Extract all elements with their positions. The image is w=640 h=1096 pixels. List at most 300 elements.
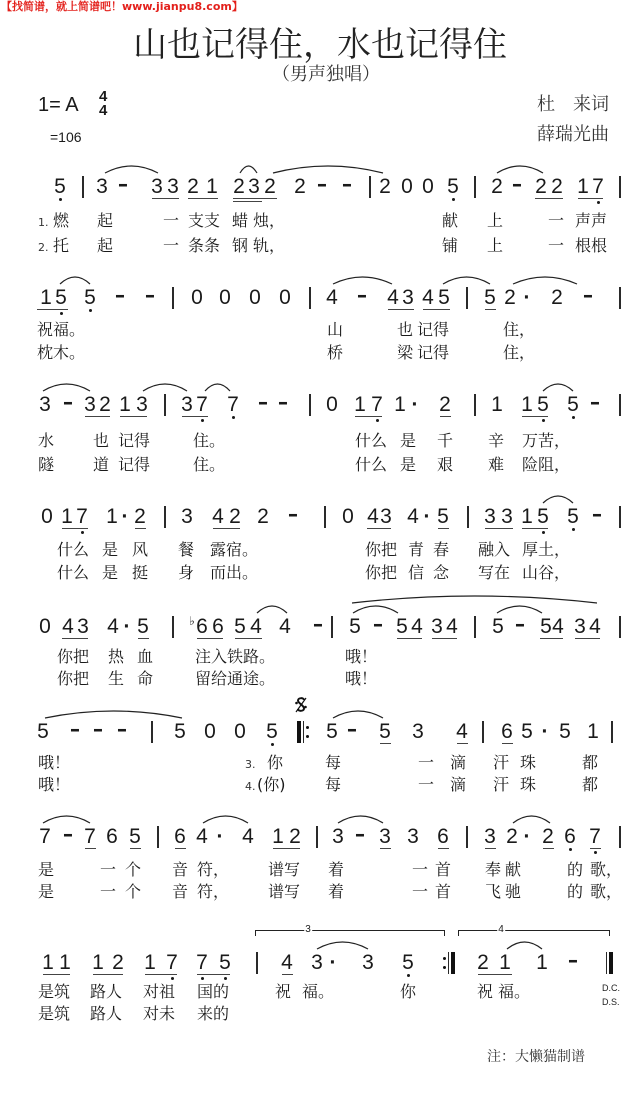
time-signature-denominator: 4 [99, 102, 108, 119]
lyric-syllable: 每 [325, 775, 342, 794]
note: 2 [99, 393, 111, 416]
song-title: 山也记得住，水也记得住 [133, 25, 507, 65]
lyric-syllable: 命 [137, 669, 154, 688]
lyric-syllable: 珠 [520, 775, 537, 794]
lyric-syllable: 歌， [590, 860, 623, 879]
note: 4 [446, 615, 458, 638]
lyric-syllable: 什么 [355, 455, 388, 474]
lyric-syllable: 音 [172, 860, 189, 879]
note: 2 [294, 175, 306, 198]
lyric-syllable: 什么 [57, 540, 90, 559]
rest: 0 [41, 505, 53, 528]
tuplet-bracket [255, 924, 445, 936]
lyric-syllable: 歌， [590, 882, 623, 901]
note: 6 [564, 825, 576, 848]
jump-marking: D.C. [602, 983, 620, 993]
lyric-syllable: 你把 [365, 563, 398, 582]
note: 6 [437, 825, 449, 848]
lyric-syllable: 一 [412, 882, 429, 901]
lyric-syllable: 热 [108, 647, 125, 666]
lyric-syllable: 声声 [575, 211, 608, 230]
lyric-syllable: 都 [582, 775, 599, 794]
lyric-syllable: 哦！ [345, 647, 378, 666]
lyric-syllable: 献 [505, 860, 522, 879]
lyric-syllable: 风 [132, 540, 149, 559]
lyric-syllable: 春 [433, 540, 450, 559]
note: 7 [39, 825, 51, 848]
note: 5 [402, 951, 414, 974]
note: 5 [349, 615, 361, 638]
lyric-syllable: 什么 [57, 563, 90, 582]
lyric-syllable: 一 [163, 236, 180, 255]
lyric-syllable: 首 [435, 860, 452, 879]
verse-number: 4. [245, 780, 256, 793]
augmentation-dot: · [541, 720, 549, 743]
note: 5 [129, 825, 141, 848]
note: 2 [264, 175, 276, 198]
note: 6 [501, 720, 513, 743]
note: 5 [55, 286, 67, 309]
lyric-syllable: 住， [503, 343, 536, 362]
lyric-syllable: 飞 [485, 882, 502, 901]
flat-sign: ♭ [189, 614, 195, 628]
lyric-syllable: 是 [400, 431, 417, 450]
hold-dash: - [114, 284, 126, 307]
note: 7 [592, 175, 604, 198]
final-thick-bar [609, 952, 613, 974]
tempo-marking: =106 [50, 129, 82, 145]
lyric-syllable: 是 [102, 540, 119, 559]
augmentation-dot: · [423, 505, 431, 528]
lyric-syllable: 你把 [57, 669, 90, 688]
augmentation-dot: · [523, 825, 531, 848]
lyric-syllable: 隧 [38, 455, 55, 474]
rest: 0 [234, 720, 246, 743]
hold-dash: - [567, 949, 579, 972]
lyric-syllable: 奉 [485, 860, 502, 879]
hold-dash: - [277, 391, 289, 414]
lyric-syllable: 一 [548, 211, 565, 230]
lyric-syllable: 写在 [478, 563, 511, 582]
note: 5 [438, 286, 450, 309]
note: 3 [501, 505, 513, 528]
note: 2 [289, 825, 301, 848]
note: 3 [379, 825, 391, 848]
note: 3 [362, 951, 374, 974]
lyric-syllable: 铺 [442, 236, 459, 255]
hold-dash: - [62, 391, 74, 414]
verse-number: 2. [38, 241, 49, 254]
note: 1 [92, 951, 104, 974]
lyric-syllable: 山 [327, 320, 344, 339]
rest: 0 [342, 505, 354, 528]
lyric-syllable: 是 [102, 563, 119, 582]
repeat-dot [443, 966, 446, 969]
lyric-syllable: 念 [433, 563, 450, 582]
note: 1 [587, 720, 599, 743]
lyric-syllable: 都 [582, 753, 599, 772]
hold-dash: - [62, 823, 74, 846]
lyric-syllable: 万苦， [522, 431, 571, 450]
note: 5 [447, 175, 459, 198]
note: 1 [61, 505, 73, 528]
lyric-syllable: 你把 [57, 647, 90, 666]
lyric-syllable: 青 [408, 540, 425, 559]
note: 5 [484, 286, 496, 309]
note: 2 [542, 825, 554, 848]
lyric-syllable: 上 [487, 211, 504, 230]
barline [256, 952, 258, 974]
note: 4 [242, 825, 254, 848]
note: 3 [311, 951, 323, 974]
lyric-syllable: 你 [400, 982, 417, 1001]
note: 3 [412, 720, 424, 743]
lower-octave-dot [407, 974, 410, 977]
key-signature: 1= A [38, 94, 79, 116]
note: 5 [537, 393, 549, 416]
note: 4 [212, 505, 224, 528]
lyric-syllable: 难 [488, 455, 505, 474]
note: 7 [227, 393, 239, 416]
note: 3 [167, 175, 179, 198]
lyric-syllable: 轨， [253, 236, 286, 255]
note: 7 [166, 951, 178, 974]
lyric-syllable: 一 [548, 236, 565, 255]
note: 4 [422, 286, 434, 309]
note: 3 [136, 393, 148, 416]
hold-dash: - [312, 613, 324, 636]
note: 7 [589, 825, 601, 848]
lyric-syllable: 你把 [365, 540, 398, 559]
transcriber-note: 注：大懒猫制谱 [487, 1049, 585, 1065]
lyric-syllable: 路人 [90, 1004, 123, 1023]
note: 2 [506, 825, 518, 848]
note: 1 [40, 286, 52, 309]
note: 5 [379, 720, 391, 743]
note: 4 [387, 286, 399, 309]
lyric-syllable: 身 [178, 563, 195, 582]
lyric-syllable: 一 [100, 860, 117, 879]
hold-dash: - [287, 503, 299, 526]
rest: 0 [191, 286, 203, 309]
note: 4 [107, 615, 119, 638]
lyric-syllable: 是 [38, 882, 55, 901]
note: 1 [42, 951, 54, 974]
hold-dash: - [257, 391, 269, 414]
note: 4 [367, 505, 379, 528]
note: 3 [39, 393, 51, 416]
note: 4 [281, 951, 293, 974]
hold-dash: - [341, 173, 353, 196]
lyric-syllable: 符， [197, 860, 230, 879]
lyric-syllable: 燃 [53, 211, 70, 230]
note: 2 [504, 286, 516, 309]
note: 5 [559, 720, 571, 743]
note: 5 [396, 615, 408, 638]
note: 3 [431, 615, 443, 638]
note: 5 [521, 720, 533, 743]
note: 4 [589, 615, 601, 638]
tuplet-number: 4 [498, 924, 504, 935]
lyric-syllable: 的 [567, 860, 584, 879]
lyric-syllable: 个 [125, 882, 142, 901]
hold-dash: - [354, 823, 366, 846]
note: 4 [250, 615, 262, 638]
lyric-syllable: 一 [163, 211, 180, 230]
note: 3 [484, 825, 496, 848]
lyric-syllable: 福。 [302, 982, 335, 1001]
note: 1 [394, 393, 406, 416]
lyric-syllable: 道 [93, 455, 110, 474]
lyric-syllable: 对未 [143, 1004, 176, 1023]
augmentation-dot: · [216, 825, 224, 848]
hold-dash: - [582, 284, 594, 307]
note: 5 [326, 720, 338, 743]
lyric-syllable: 也 [397, 320, 414, 339]
rest: 0 [219, 286, 231, 309]
lyric-syllable: 艰 [437, 455, 454, 474]
hold-dash: - [92, 718, 104, 741]
lyric-syllable: 起 [97, 236, 114, 255]
note: 2 [233, 175, 245, 198]
note: 5 [567, 393, 579, 416]
lyric-syllable: 山谷， [522, 563, 571, 582]
lyric-syllable: 祝 [275, 982, 292, 1001]
lyric-syllable: 挺 [132, 563, 149, 582]
repeat-end-thick-bar [451, 952, 455, 974]
lyric-syllable: 国的 [197, 982, 230, 1001]
lyric-syllable: 信 [408, 563, 425, 582]
note: 4 [326, 286, 338, 309]
note: 4 [411, 615, 423, 638]
lyric-syllable: 首 [435, 882, 452, 901]
rest: 0 [326, 393, 338, 416]
lyric-syllable: 生 [108, 669, 125, 688]
lyric-syllable: 的 [567, 882, 584, 901]
lyric-syllable: 一 [412, 860, 429, 879]
lyricist-credit: 杜 来词 [537, 94, 609, 115]
verse-number: 1. [38, 216, 49, 229]
lyric-syllable: 路人 [90, 982, 123, 1001]
lyric-syllable: 对祖 [143, 982, 176, 1001]
lyric-syllable: 祝 [477, 982, 494, 1001]
lyric-syllable: 钢 [232, 236, 249, 255]
lower-octave-dot [201, 977, 204, 980]
lyric-syllable: 是筑 [38, 982, 71, 1001]
note: 6 [196, 615, 208, 638]
note: 3 [248, 175, 260, 198]
lyric-syllable: 献 [442, 211, 459, 230]
site-banner: 【找简谱，就上简谱吧！www.jianpu8.com】 [1, 0, 243, 13]
lyric-syllable: 福。 [498, 982, 531, 1001]
lyric-syllable: 托 [53, 236, 70, 255]
lyric-syllable: 住。 [193, 455, 226, 474]
note: 5 [567, 505, 579, 528]
hold-dash: - [144, 284, 156, 307]
note: 6 [106, 825, 118, 848]
lyric-syllable: 谱写 [268, 882, 301, 901]
lyric-syllable: 一 [418, 753, 435, 772]
lyric-syllable: 汗 [493, 775, 510, 794]
lyric-syllable: 水 [38, 431, 55, 450]
note: 5 [84, 286, 96, 309]
lyric-syllable: 起 [97, 211, 114, 230]
note: 5 [174, 720, 186, 743]
lyric-syllable: 也 [93, 431, 110, 450]
rest: 0 [204, 720, 216, 743]
lyric-syllable: 一 [100, 882, 117, 901]
lower-octave-dot [171, 977, 174, 980]
note: 1 [144, 951, 156, 974]
rest: 0 [422, 175, 434, 198]
lyric-syllable: 枕木。 [37, 343, 86, 362]
lower-octave-dot [224, 977, 227, 980]
note: 1 [119, 393, 131, 416]
lyric-syllable: 祝福。 [37, 320, 86, 339]
note: 2 [112, 951, 124, 974]
note: 2 [379, 175, 391, 198]
augmentation-dot: · [121, 505, 129, 528]
lyric-syllable: 滴 [450, 775, 467, 794]
lyric-syllable: 蜡 [232, 211, 249, 230]
lyric-syllable: 留给通途。 [195, 669, 276, 688]
note: 1 [354, 393, 366, 416]
note: 4 [62, 615, 74, 638]
hold-dash: - [117, 173, 129, 196]
hold-dash: - [514, 613, 526, 636]
note: 4 [196, 825, 208, 848]
lyric-syllable: 个 [125, 860, 142, 879]
hold-dash: - [69, 718, 81, 741]
lyric-syllable: 辛 [488, 431, 505, 450]
lyric-syllable: 上 [487, 236, 504, 255]
note: 7 [84, 825, 96, 848]
lyric-syllable: 险阻， [522, 455, 571, 474]
note: 4 [407, 505, 419, 528]
lyric-syllable: 露宿。 [210, 540, 259, 559]
lyric-syllable: 哦！ [345, 669, 378, 688]
rest: 0 [401, 175, 413, 198]
hold-dash: - [511, 173, 523, 196]
note: 1 [206, 175, 218, 198]
note: 3 [484, 505, 496, 528]
note: 1 [536, 951, 548, 974]
note: 2 [187, 175, 199, 198]
hold-dash: - [346, 718, 358, 741]
lyric-syllable: 烛， [253, 211, 286, 230]
lyric-syllable: 千 [437, 431, 454, 450]
note: 5 [537, 505, 549, 528]
note: 4 [552, 615, 564, 638]
lyric-syllable: 哦！ [38, 775, 71, 794]
note: 3 [77, 615, 89, 638]
composer-credit: 薛瑞光曲 [537, 124, 609, 145]
note: 3 [332, 825, 344, 848]
hold-dash: - [591, 503, 603, 526]
lyric-syllable: 厚土， [522, 540, 571, 559]
augmentation-dot: · [329, 951, 337, 974]
lyric-syllable: 根根 [575, 236, 608, 255]
lyric-syllable: 谱写 [268, 860, 301, 879]
rest: 0 [279, 286, 291, 309]
lyric-syllable: 滴 [450, 753, 467, 772]
note: 5 [492, 615, 504, 638]
note: 2 [551, 286, 563, 309]
lyric-syllable: 记得 [118, 455, 151, 474]
rest: 0 [249, 286, 261, 309]
augmentation-dot: · [523, 286, 531, 309]
lyric-syllable: 而出。 [210, 563, 259, 582]
note: 3 [574, 615, 586, 638]
jump-marking: D.S. [602, 997, 620, 1007]
tuplet-number: 3 [305, 924, 311, 935]
note: 1 [59, 951, 71, 974]
note: 6 [212, 615, 224, 638]
lyric-syllable: 桥 [327, 343, 344, 362]
augmentation-dot: · [123, 615, 131, 638]
note: 2 [439, 393, 451, 416]
lyric-syllable: 汗 [493, 753, 510, 772]
lyric-syllable: 是 [400, 455, 417, 474]
note: 3 [84, 393, 96, 416]
note: 3 [181, 505, 193, 528]
note: 5 [137, 615, 149, 638]
hold-dash: - [372, 613, 384, 636]
note: 2 [491, 175, 503, 198]
note: 2 [257, 505, 269, 528]
hold-dash: - [589, 391, 601, 414]
lyric-syllable: 每 [325, 753, 342, 772]
lyric-syllable: 是 [38, 860, 55, 879]
augmentation-dot: · [411, 393, 419, 416]
note: 4 [456, 720, 468, 743]
note: 5 [219, 951, 231, 974]
note: 5 [54, 175, 66, 198]
lyric-syllable: 条条 [188, 236, 221, 255]
note: 3 [380, 505, 392, 528]
tuplet-bracket [458, 924, 610, 936]
note: 3 [96, 175, 108, 198]
lyric-syllable: (你) [257, 775, 286, 794]
lyric-syllable: 血 [137, 647, 154, 666]
lyric-syllable: 着 [328, 860, 345, 879]
note: 5 [37, 720, 49, 743]
note: 3 [181, 393, 193, 416]
note: 1 [491, 393, 503, 416]
repeat-dot [443, 957, 446, 960]
lyric-syllable: 注入铁路。 [195, 647, 276, 666]
lyric-syllable: 梁 [397, 343, 414, 362]
note: 2 [477, 951, 489, 974]
note: 3 [407, 825, 419, 848]
lyric-syllable: 记得 [417, 343, 450, 362]
note: 5 [437, 505, 449, 528]
note: 5 [234, 615, 246, 638]
note: 1 [272, 825, 284, 848]
lyric-syllable: 音 [172, 882, 189, 901]
note: 7 [371, 393, 383, 416]
lyric-syllable: 符， [197, 882, 230, 901]
note: 1 [499, 951, 511, 974]
lyric-syllable: 融入 [478, 540, 511, 559]
note: 7 [76, 505, 88, 528]
lyric-syllable: 珠 [520, 753, 537, 772]
note: 1 [577, 175, 589, 198]
note: 1 [521, 393, 533, 416]
time-signature-numerator: 4 [99, 88, 108, 105]
repeat-end-thin-bar [448, 952, 449, 974]
lyric-syllable: 哦！ [38, 753, 71, 772]
